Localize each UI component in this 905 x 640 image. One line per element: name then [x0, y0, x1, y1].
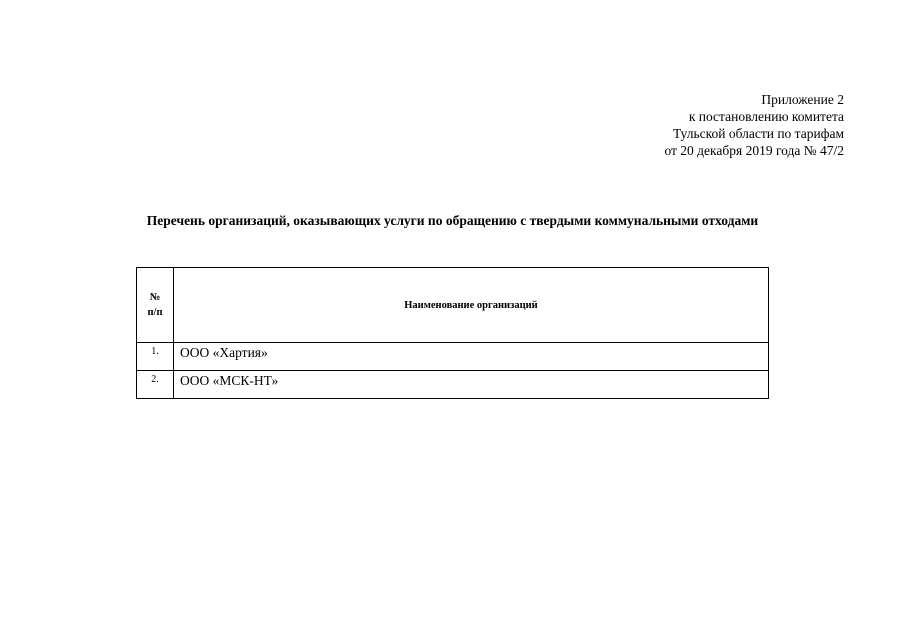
- appendix-line: Приложение 2: [761, 92, 844, 107]
- row-org-name: ООО «Хартия»: [174, 343, 769, 371]
- row-number: 2.: [137, 371, 174, 399]
- table-row: [137, 371, 769, 399]
- row-number: 1.: [137, 343, 174, 371]
- appendix-line: к постановлению комитета: [688, 109, 844, 124]
- header-number-sublabel: п/п: [147, 307, 163, 318]
- row-org-name: ООО «МСК-НТ»: [174, 371, 769, 399]
- appendix-line: Тульской области по тарифам: [672, 126, 844, 141]
- header-number-label: №: [149, 292, 161, 303]
- appendix-block: [664, 91, 844, 159]
- table-header-row: [137, 268, 769, 343]
- header-name-cell: Наименование организаций: [174, 268, 769, 343]
- header-number-cell: [137, 268, 174, 343]
- table-row: [137, 343, 769, 371]
- document-title: Перечень организаций, оказывающих услуги по обращению с твердыми коммунальными отходами: [146, 213, 759, 228]
- appendix-line: от 20 декабря 2019 года № 47/2: [664, 143, 844, 158]
- organizations-table: [136, 267, 769, 399]
